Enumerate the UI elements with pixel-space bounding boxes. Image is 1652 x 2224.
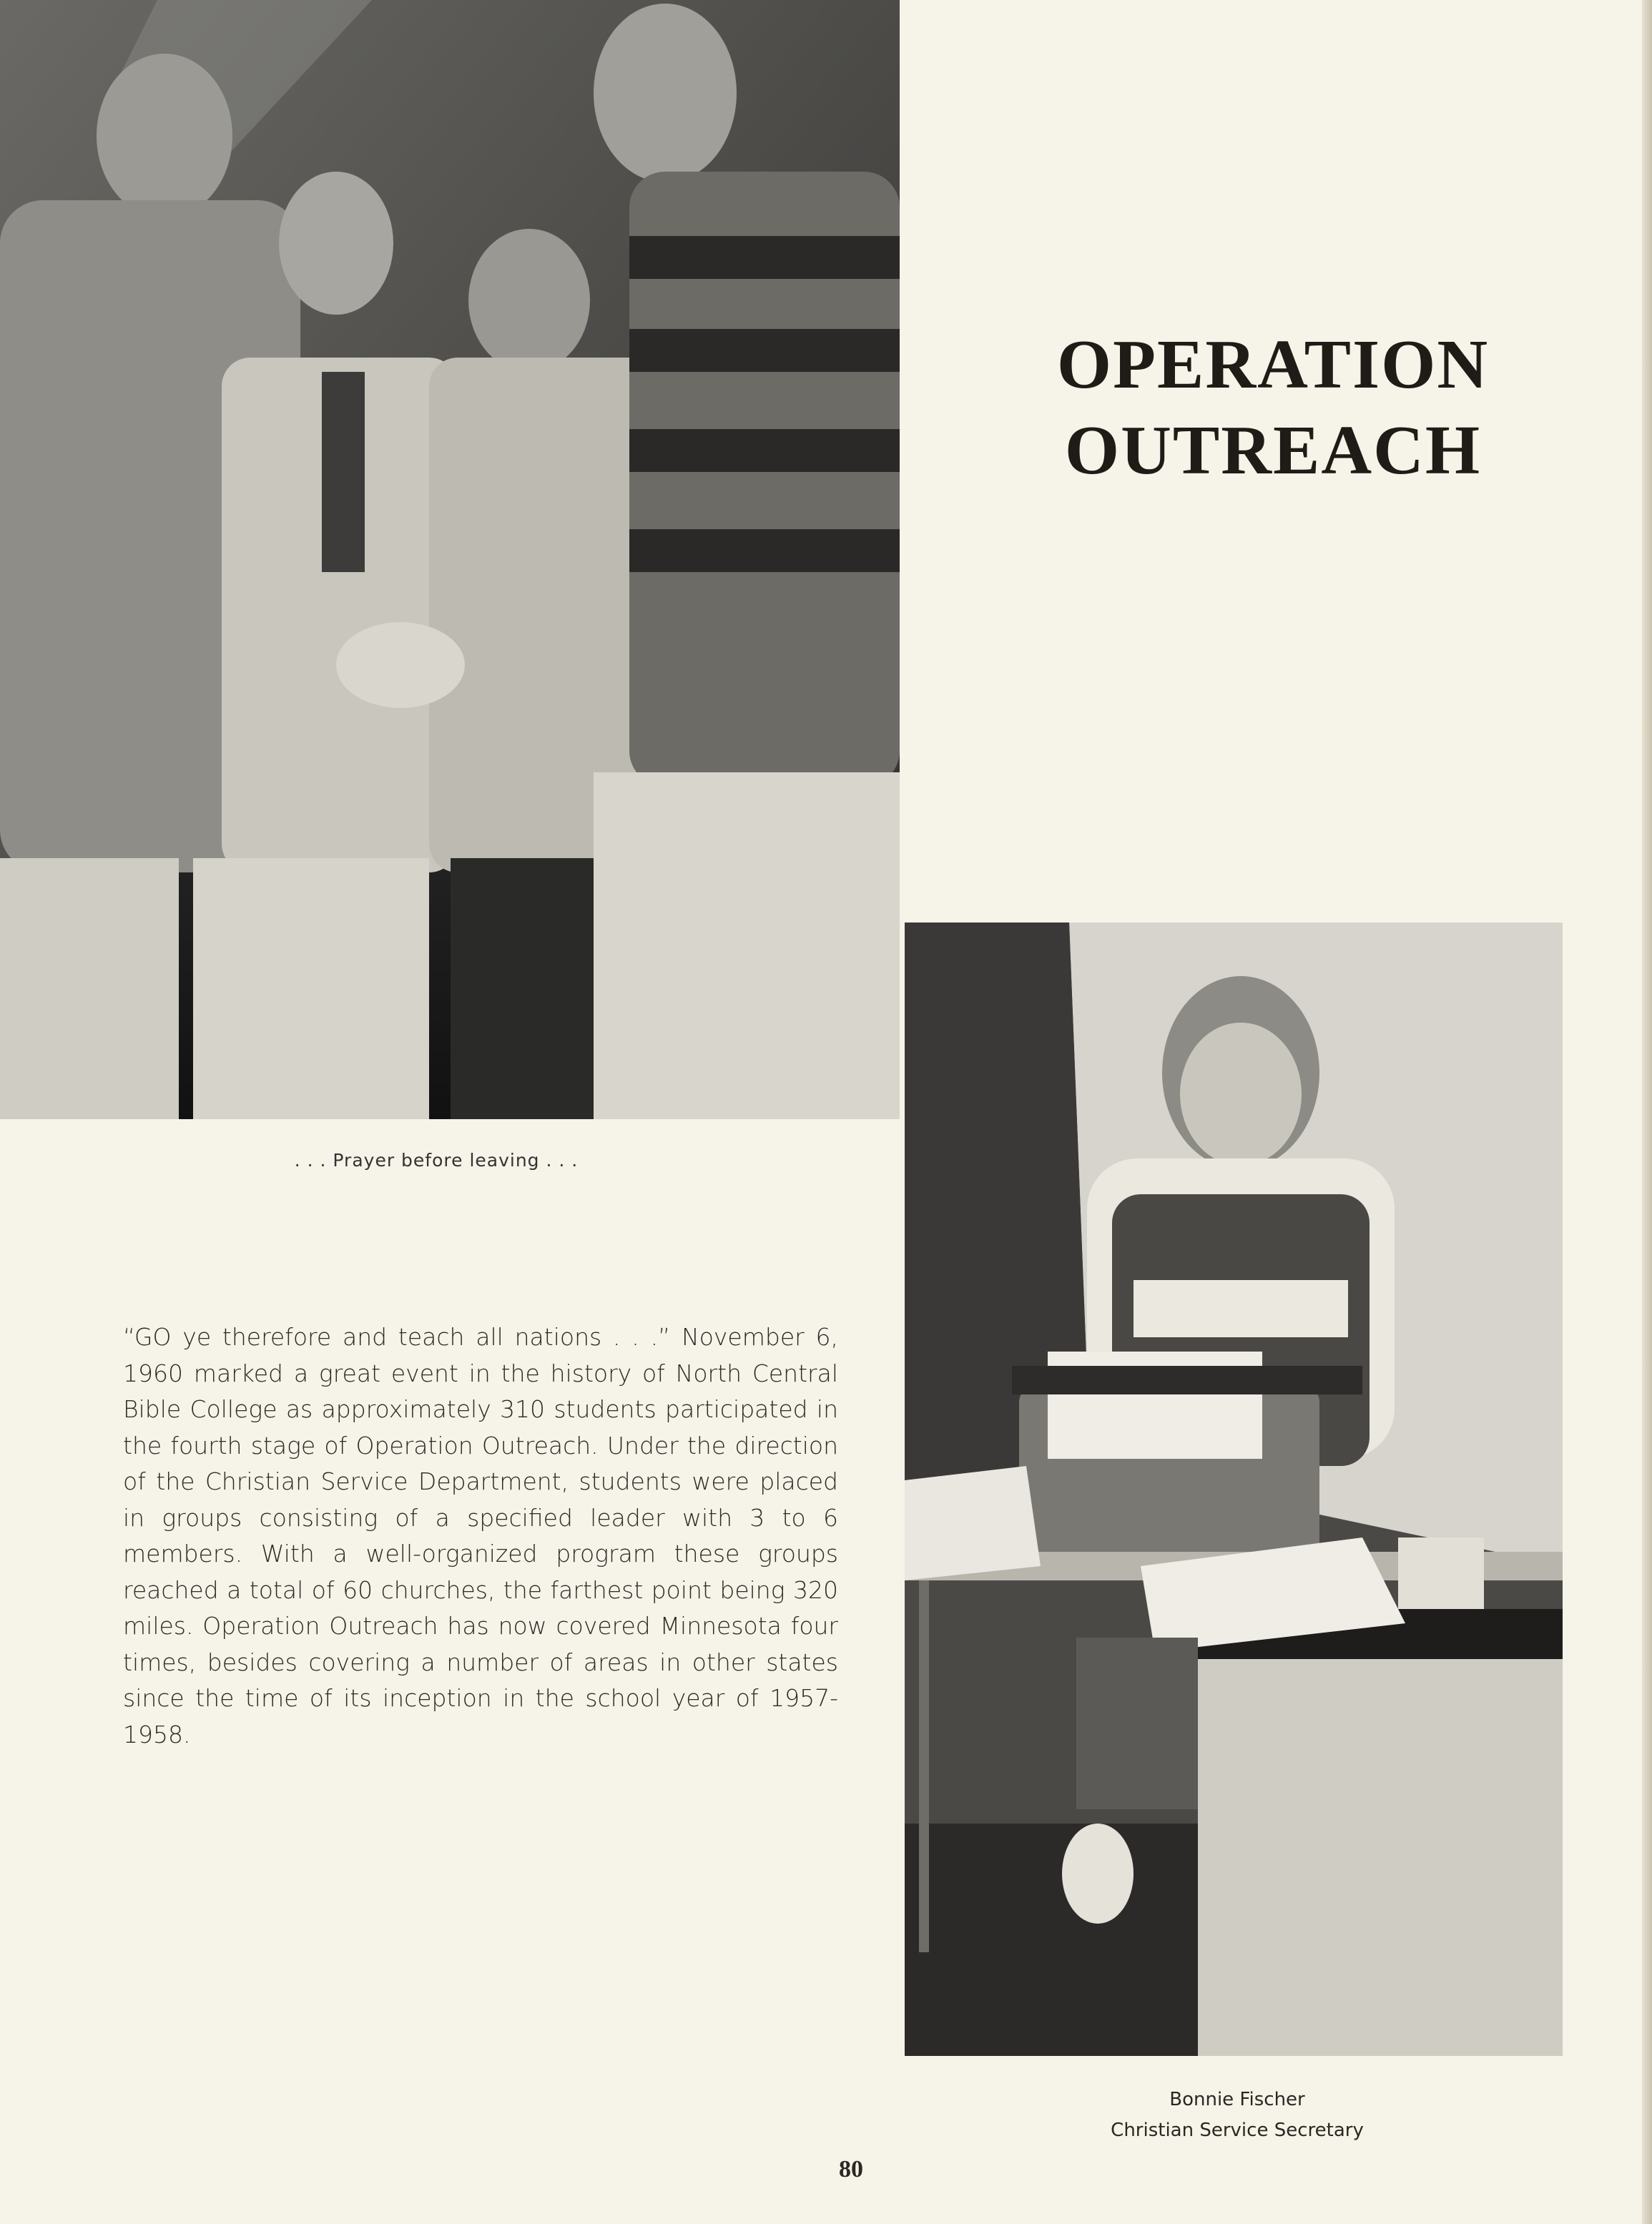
title-line-2: OUTREACH xyxy=(1064,412,1482,489)
title-line-1: OPERATION xyxy=(1056,326,1490,403)
prayer-photo xyxy=(0,0,900,1119)
secretary-photo-caption xyxy=(1058,2085,1416,2146)
caption-role: Christian Service Secretary xyxy=(1111,2120,1364,2141)
secretary-photo-image xyxy=(905,922,1563,2056)
caption-name: Bonnie Fischer xyxy=(1169,2089,1305,2110)
page-number: 80 xyxy=(839,2156,863,2183)
prayer-photo-caption: . . . Prayer before leaving . . . xyxy=(294,1150,579,1171)
secretary-photo xyxy=(905,922,1563,2056)
prayer-photo-image xyxy=(0,0,900,1119)
page-edge xyxy=(1642,0,1652,2224)
page-title xyxy=(1016,322,1530,493)
body-paragraph: “GO ye therefore and teach all nations . . .” November 6, 1960 marked a great event in the history of North Central Bible College as approximately 310 students participated in the fourth stage of Operation Outreach. Under the direction of the Christian Service Department, students were placed in groups consisting of a specified leader with 3 to 6 members. With a well-organized program these groups reached a total of 60 churches, the farthest point being 320 miles. Operation Outreach has now covered Minnesota four times, besides covering a number of areas in other states since the time of its inception in the school year of 1957-1958. xyxy=(123,1323,838,1748)
